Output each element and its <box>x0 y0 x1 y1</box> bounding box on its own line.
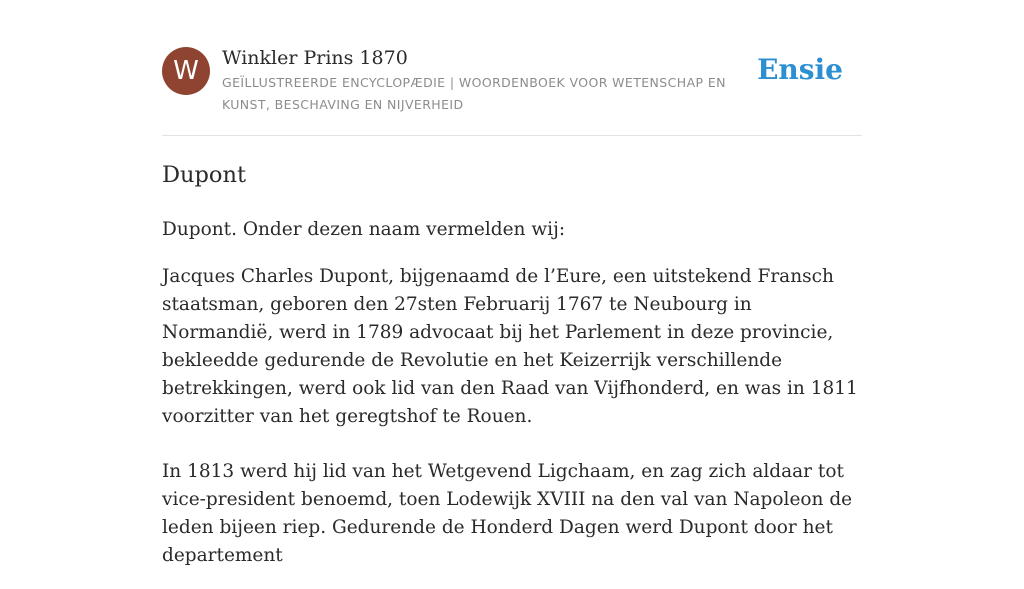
source-header <box>162 46 862 136</box>
article-paragraph: Jacques Charles Dupont, bijgenaamd de l’Eure, een uitstekend Fransch staatsman, geboren den 27sten Februarij 1767 te Neubourg in Normandië, werd in 1789 advocaat bij het Parlement in deze provincie, bekleedde gedurende de Revolutie en het Keizerrijk verschillende betrekkingen, werd ook lid van den Raad van Vijfhonderd, en was in 1811 voorzitter van het geregtshof te Rouen. <box>162 266 858 427</box>
article-paragraph: In 1813 werd hij lid van het Wetgevend Ligchaam, en zag zich aldaar tot vice-president benoemd, toen Lodewijk XVIII na den val van Napoleon de leden bijeen riep. Gedurende de Honderd Dagen werd Dupont door het departement <box>162 461 853 566</box>
source-avatar[interactable]: W <box>162 47 210 95</box>
source-subtitle: GEÏLLUSTREERDE ENCYCLOPÆDIE | WOORDENBOEK VOOR WETENSCHAP EN KUNST, BESCHAVING EN NIJVERHEID <box>222 75 726 112</box>
article <box>162 158 862 589</box>
article-title: Dupont <box>162 162 247 188</box>
article-paragraph: Dupont. Onder dezen naam vermelden wij: <box>162 219 566 240</box>
ensie-logo[interactable]: Ensie <box>757 53 843 86</box>
source-title[interactable]: Winkler Prins 1870 <box>222 47 408 69</box>
